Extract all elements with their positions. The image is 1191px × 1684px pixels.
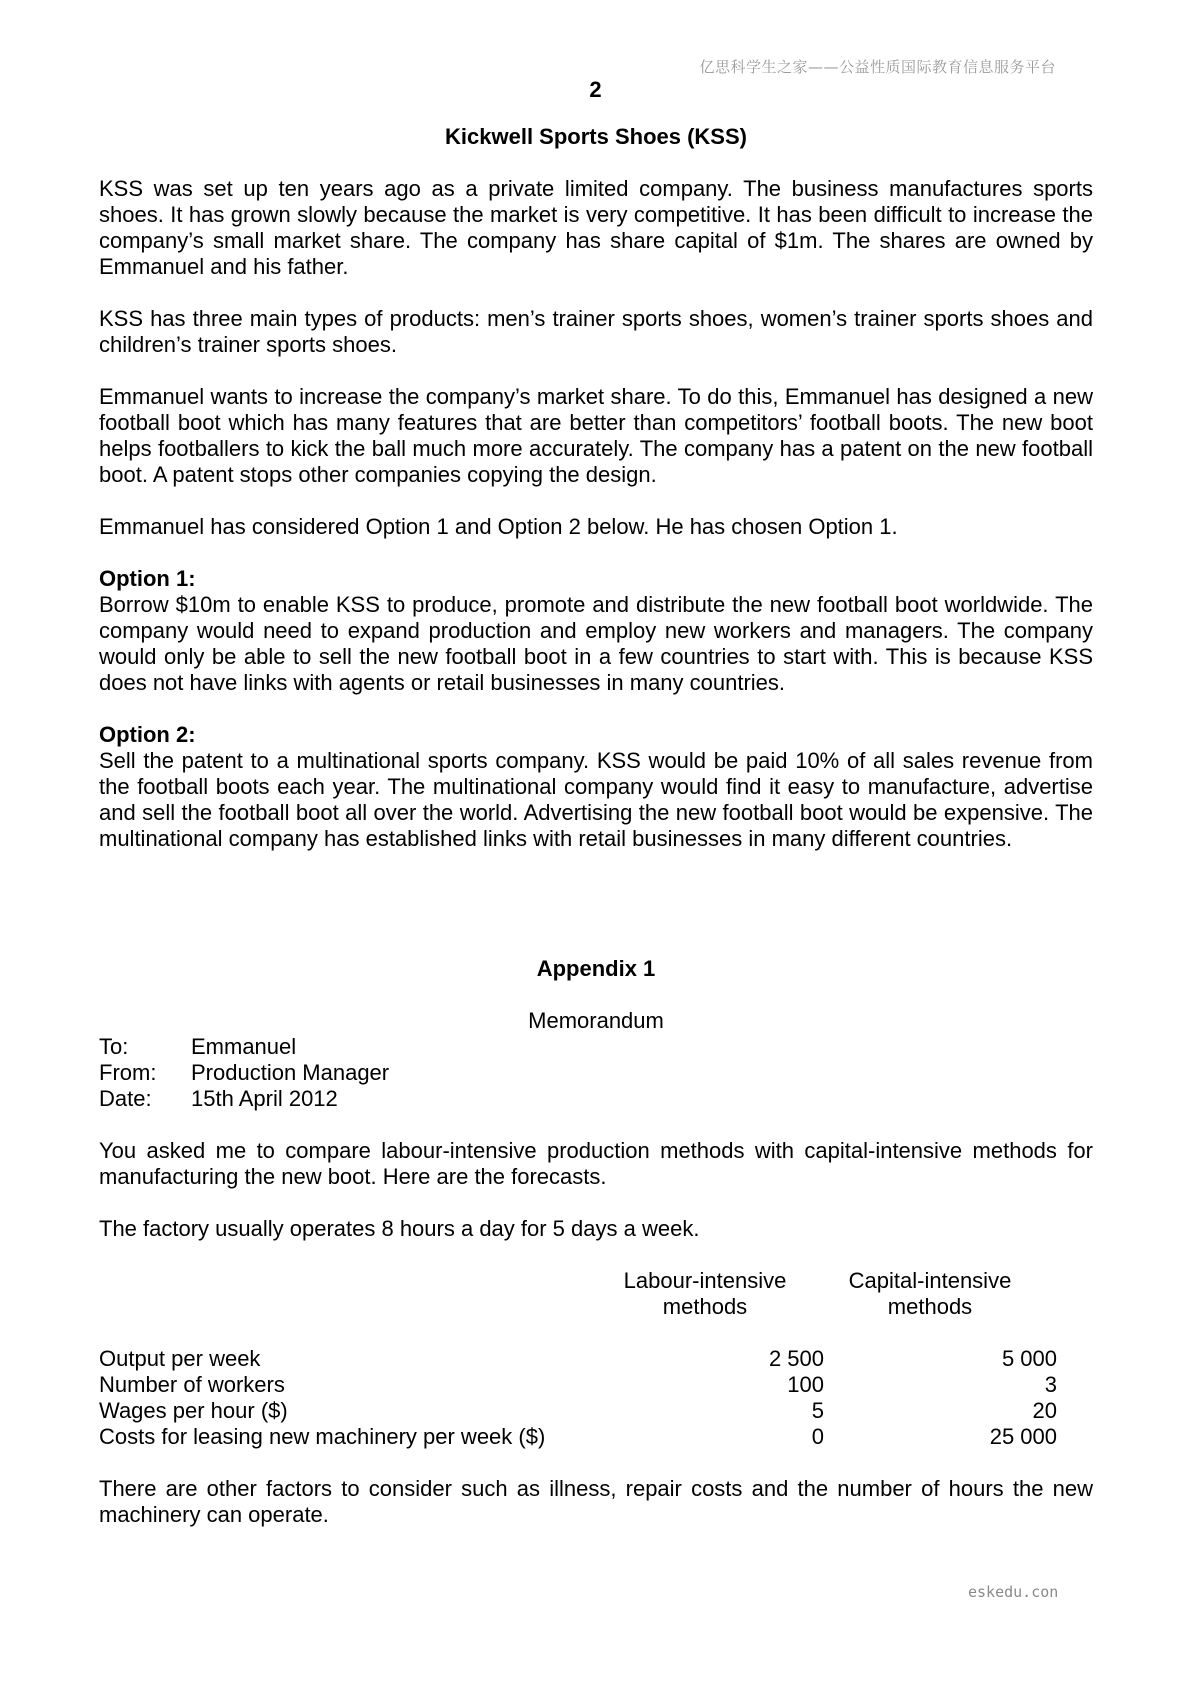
labour-value: 100: [787, 1372, 824, 1397]
page-number: 2: [589, 77, 602, 102]
paragraph-text: Emmanuel wants to increase the company’s market share. To do this, Emmanuel has designed a new football boot which has many features that are better than competitors’ football boots. The new boot helps footballers to kick the ball much more accurately. The company has a patent on the new football boot. A patent stops other companies copying the design.: [99, 384, 1093, 487]
memo-intro-text: You asked me to compare labour-intensive production methods with capital-intensive methods for manufacturing the new boot. Here are the forecasts.: [99, 1138, 1093, 1189]
paragraph-products: [99, 306, 1093, 358]
memo-hours-note: [99, 1216, 1093, 1242]
closing-text: There are other factors to consider such as illness, repair costs and the number of hours the new machinery can operate.: [99, 1476, 1093, 1527]
table-header-labour: [610, 1268, 800, 1320]
hours-note-text: The factory usually operates 8 hours a day for 5 days a week.: [99, 1216, 700, 1241]
row-label: Output per week: [99, 1346, 261, 1371]
capital-header-line2: methods: [887, 1294, 973, 1319]
memo-to-row: [99, 1034, 1093, 1060]
labour-value: 0: [811, 1424, 824, 1449]
paragraph-market-share: [99, 384, 1093, 488]
paragraph-text: KSS has three main types of products: men’s trainer sports shoes, women’s trainer sports shoes and children’s trainer sports shoes.: [99, 306, 1093, 357]
memo-to-label: To:: [99, 1034, 129, 1059]
memo-title: Memorandum: [528, 1008, 664, 1033]
table-row: [99, 1372, 1057, 1398]
memo-from-row: [99, 1060, 1093, 1086]
capital-value: 3: [1044, 1372, 1057, 1397]
capital-header-line1: Capital-intensive: [848, 1268, 1012, 1293]
capital-value: 20: [1032, 1398, 1057, 1423]
paragraph-options-intro: [99, 514, 1093, 540]
memo-intro: [99, 1138, 1093, 1190]
memo-header: [99, 1034, 1093, 1112]
forecast-table: [99, 1346, 1057, 1450]
appendix-heading: Appendix 1: [536, 956, 656, 981]
memo-date-label: Date:: [99, 1086, 152, 1111]
memo-to-value: Emmanuel: [191, 1034, 297, 1059]
footer-watermark: eskedu.con: [968, 1583, 1059, 1601]
table-row: [99, 1424, 1057, 1450]
paragraph-text: Emmanuel has considered Option 1 and Option 2 below. He has chosen Option 1.: [99, 514, 898, 539]
paragraph-text: KSS was set up ten years ago as a private limited company. The business manufactures sports shoes. It has grown slowly because the market is very competitive. It has been difficult to increase the company’s small market share. The company has share capital of $1m. The shares are owned by Emmanuel and his father.: [99, 176, 1093, 279]
labour-value: 2 500: [768, 1346, 824, 1371]
watermark-text: 亿思科学生之家——公益性质国际教育信息服务平台: [699, 58, 1056, 76]
option-1-text: Borrow $10m to enable KSS to produce, promote and distribute the new football boot worldwide. The company would need to expand production and employ new workers and managers. The company would only be able to sell the new football boot in a few countries to start with. This is because KSS does not have links with agents or retail businesses in many countries.: [99, 592, 1093, 695]
option-1-section: [99, 566, 1093, 696]
memo-from-label: From:: [99, 1060, 157, 1085]
table-row: [99, 1398, 1057, 1424]
labour-header-line1: Labour-intensive: [623, 1268, 787, 1293]
memo-date-row: [99, 1086, 1093, 1112]
capital-value: 25 000: [989, 1424, 1057, 1449]
row-label: Wages per hour ($): [99, 1398, 288, 1423]
memo-closing: [99, 1476, 1093, 1528]
labour-value: 5: [811, 1398, 824, 1423]
table-header-capital: [835, 1268, 1025, 1320]
row-label: Number of workers: [99, 1372, 285, 1397]
memo-date-value: 15th April 2012: [191, 1086, 338, 1111]
paragraph-intro: [99, 176, 1093, 280]
labour-header-line2: methods: [662, 1294, 748, 1319]
capital-value: 5 000: [1001, 1346, 1057, 1371]
option-2-text: Sell the patent to a multinational sports company. KSS would be paid 10% of all sales revenue from the football boots each year. The multinational company would find it easy to manufacture, advertise and sell the football boot all over the world. Advertising the new football boot would be expensive. The multinational company has established links with retail businesses in many different countries.: [99, 748, 1093, 851]
case-title: Kickwell Sports Shoes (KSS): [445, 124, 747, 149]
option-2-heading: Option 2:: [99, 722, 196, 747]
option-2-section: [99, 722, 1093, 852]
memo-from-value: Production Manager: [191, 1060, 390, 1085]
option-1-heading: Option 1:: [99, 566, 196, 591]
row-label: Costs for leasing new machinery per week ($): [99, 1424, 546, 1449]
table-row: [99, 1346, 1057, 1372]
